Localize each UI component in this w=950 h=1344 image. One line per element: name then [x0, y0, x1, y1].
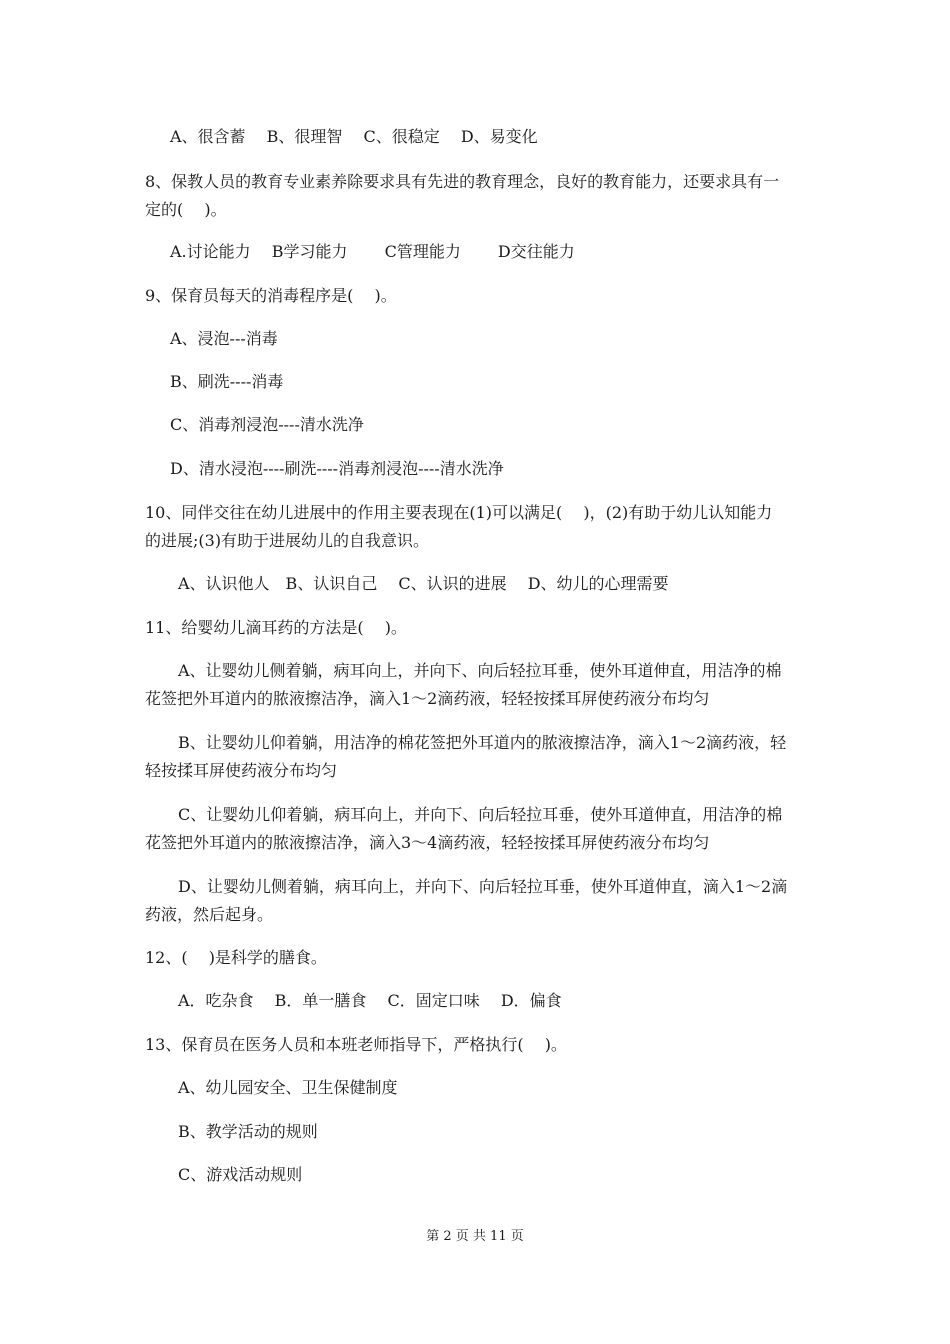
q13-option-a: A、幼儿园安全、卫生保健制度	[178, 1078, 398, 1097]
q10-text: 10、同伴交往在幼儿进展中的作用主要表现在(1)可以满足( )，(2)有助于幼儿认知能力	[145, 503, 773, 522]
q11-option-b: B、让婴幼儿仰着躺，用洁净的棉花签把外耳道内的脓液擦洁净，滴入1～2滴药液，轻	[178, 733, 787, 752]
q11-text: 11、给婴幼儿滴耳药的方法是( )。	[145, 618, 407, 637]
q13-text: 13、保育员在医务人员和本班老师指导下，严格执行( )。	[145, 1035, 567, 1054]
q10-options: A、认识他人 B、认识自己 C、认识的进展 D、幼儿的心理需要	[178, 574, 669, 593]
q8-text-cont: 定的( )。	[145, 200, 227, 219]
q10-text-cont: 的进展;(3)有助于进展幼儿的自我意识。	[145, 531, 430, 550]
q11-option-c-cont: 花签把外耳道内的脓液擦洁净，滴入3～4滴药液，轻轻按揉耳屏使药液分布均匀	[145, 833, 710, 852]
q9-option-c: C、消毒剂浸泡----清水洗净	[170, 415, 364, 434]
q9-text: 9、保育员每天的消毒程序是( )。	[145, 286, 397, 305]
page-footer: 第 2 页 共 11 页	[426, 1229, 524, 1244]
q13-option-c: C、游戏活动规则	[178, 1165, 303, 1184]
q11-option-d: D、让婴幼儿侧着躺，病耳向上，并向下、向后轻拉耳垂，使外耳道伸直，滴入1～2滴	[178, 877, 788, 896]
q12-options: A．吃杂食 B．单一膳食 C．固定口味 D．偏食	[178, 991, 562, 1010]
q7-options: A、很含蓄 B、很理智 C、很稳定 D、易变化	[170, 127, 538, 146]
q11-option-b-cont: 轻按揉耳屏使药液分布均匀	[145, 761, 338, 780]
q9-option-b: B、刷洗----消毒	[170, 372, 284, 391]
q9-option-d: D、清水浸泡----刷洗----消毒剂浸泡----清水洗净	[170, 459, 504, 478]
q8-options: A.讨论能力 B学习能力 C管理能力 D交往能力	[170, 242, 575, 261]
q8-text: 8、保教人员的教育专业素养除要求具有先进的教育理念，良好的教育能力，还要求具有一	[145, 172, 780, 191]
q11-option-d-cont: 药液，然后起身。	[145, 905, 274, 924]
q13-option-b: B、教学活动的规则	[178, 1122, 318, 1141]
q12-text: 12、( )是科学的膳食。	[145, 948, 327, 967]
q11-option-a: A、让婴幼儿侧着躺，病耳向上，并向下、向后轻拉耳垂，使外耳道伸直，用洁净的棉	[178, 661, 782, 680]
q11-option-c: C、让婴幼儿仰着躺，病耳向上，并向下、向后轻拉耳垂，使外耳道伸直，用洁净的棉	[178, 805, 783, 824]
q9-option-a: A、浸泡---消毒	[170, 329, 278, 348]
q11-option-a-cont: 花签把外耳道内的脓液擦洁净，滴入1～2滴药液，轻轻按揉耳屏使药液分布均匀	[145, 689, 710, 708]
